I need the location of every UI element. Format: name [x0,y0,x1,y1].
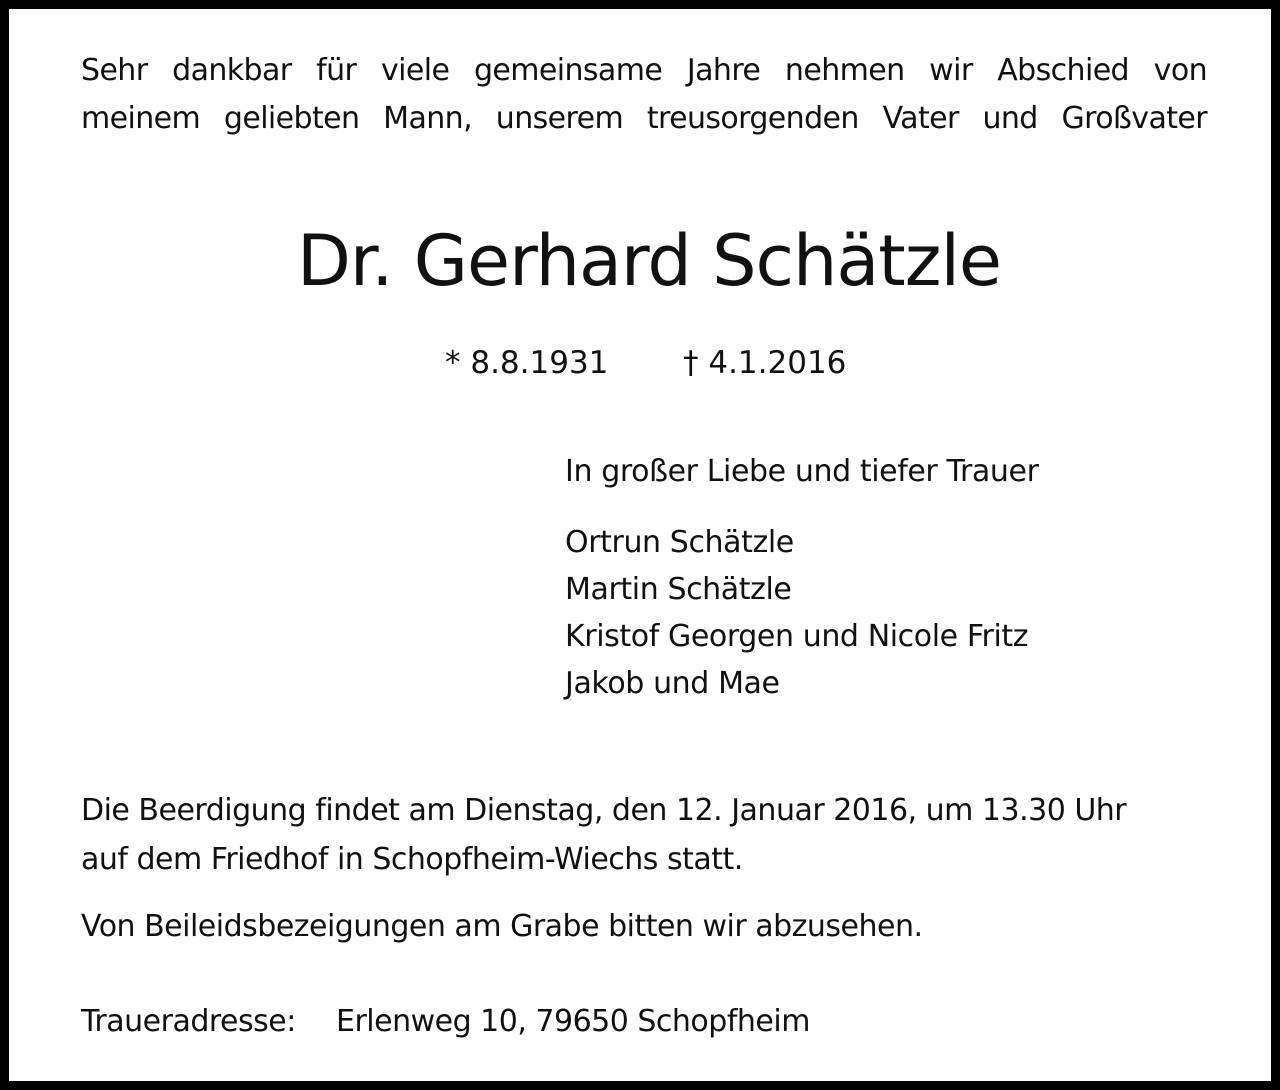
mourner-name: Jakob und Mae [565,666,780,701]
intro-line-2: meinem geliebten Mann, unserem treusorgenden Vater und Großvater [81,101,1207,136]
funeral-info-line-2: auf dem Friedhof in Schopfheim-Wiechs statt. [81,842,743,877]
mourner-name: Kristof Georgen und Nicole Fritz [565,619,1029,654]
address-value: Erlenweg 10, 79650 Schopfheim [336,1004,810,1039]
birth-date: * 8.8.1931 [445,345,609,381]
mourners-intro: In großer Liebe und tiefer Trauer [565,454,1039,489]
mourner-name: Ortrun Schätzle [565,525,794,560]
address-label: Traueradresse: [81,1004,296,1039]
mourner-name: Martin Schätzle [565,572,792,607]
intro-line-1: Sehr dankbar für viele gemeinsame Jahre nehmen wir Abschied von [81,53,1207,88]
mourning-address [81,1004,810,1040]
funeral-info-line-1: Die Beerdigung findet am Dienstag, den 12. Januar 2016, um 13.30 Uhr [81,793,1127,828]
death-date: † 4.1.2016 [683,345,847,381]
deceased-name: Dr. Gerhard Schätzle [297,220,1001,302]
condolence-note: Von Beileidsbezeigungen am Grabe bitten wir abzusehen. [81,909,923,944]
